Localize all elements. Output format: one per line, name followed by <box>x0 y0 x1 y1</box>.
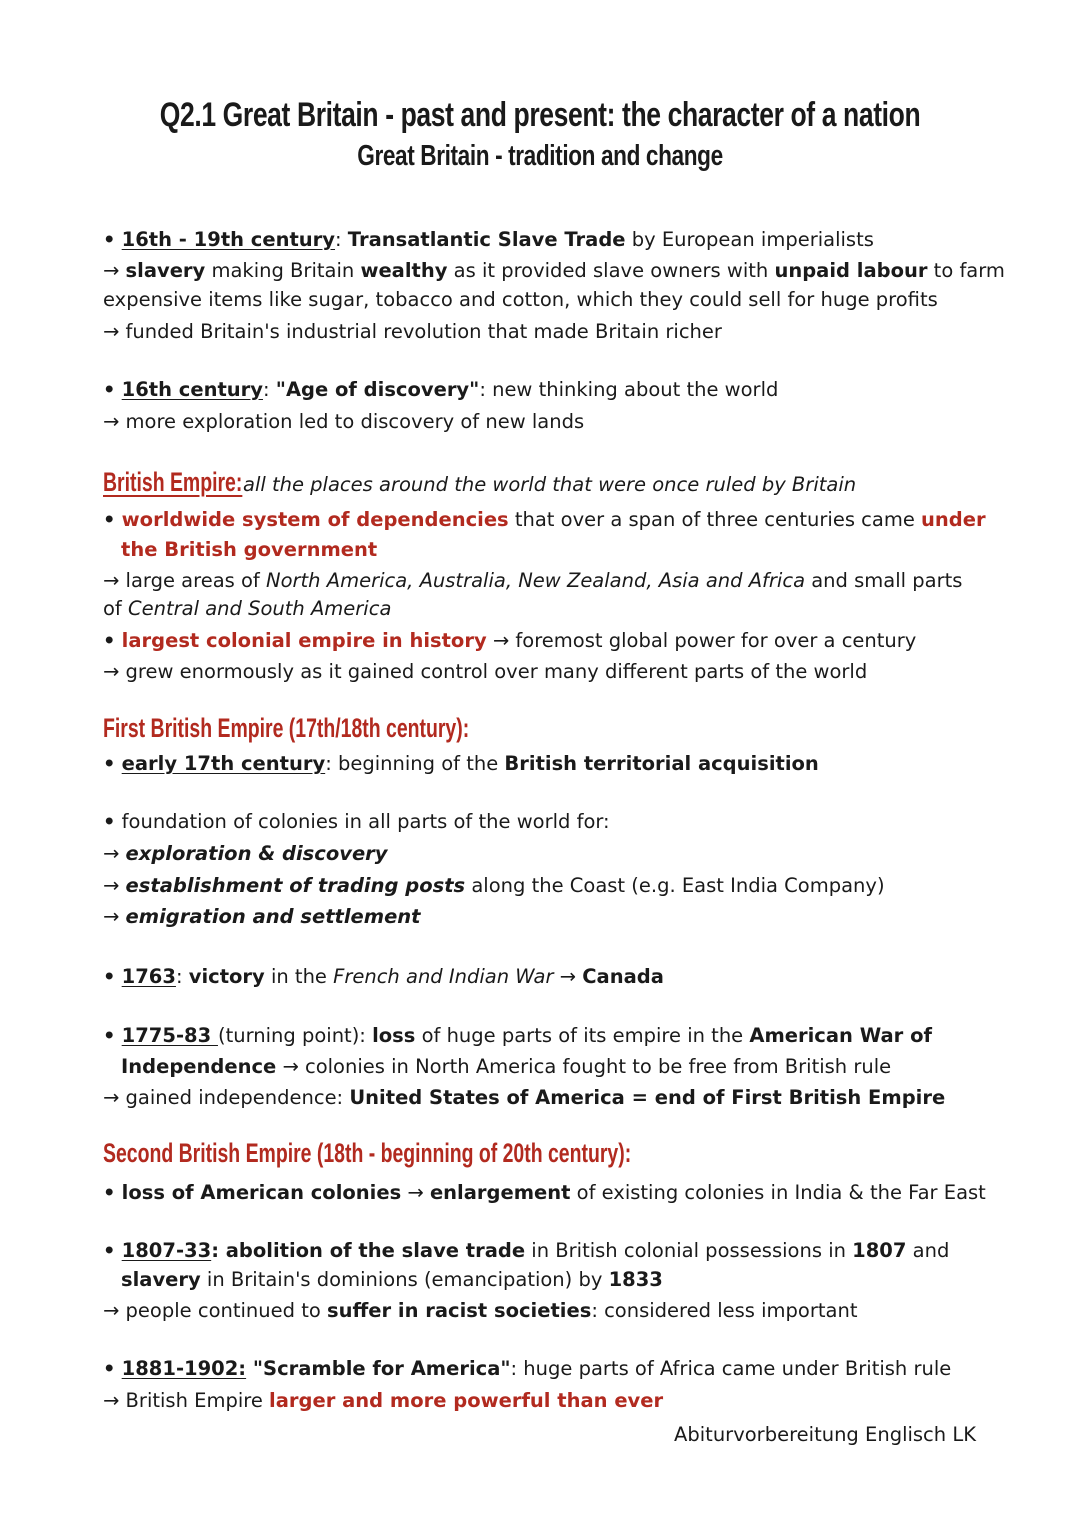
key-term: 1833 <box>608 1268 663 1291</box>
key-term: loss <box>372 1024 416 1047</box>
key-term: Canada <box>582 965 664 988</box>
bullet-mark: • <box>103 1357 116 1380</box>
text: (turning point): <box>217 1024 373 1047</box>
slave-trade-bullet <box>103 227 874 253</box>
text: British Empire <box>125 1389 270 1412</box>
key-term: "Age of discovery" <box>275 378 480 401</box>
empire-bullet-1-cont <box>121 537 377 563</box>
second-empire-bullet-1807-cont <box>121 1267 663 1293</box>
key-term: the British government <box>121 538 378 561</box>
date-label: 1807-33 <box>121 1239 212 1262</box>
text: as it provided slave owners with <box>447 259 775 282</box>
second-empire-bullet-1881 <box>103 1356 951 1382</box>
text: → <box>401 1181 430 1204</box>
text: funded Britain's industrial revolution that made Britain richer <box>125 320 722 343</box>
arrow-icon: → <box>103 1299 120 1322</box>
empire-regions <box>103 568 962 594</box>
bullet-mark: • <box>103 1024 116 1047</box>
date-label: 1763 <box>121 965 176 988</box>
text: of existing colonies in India & the Far East <box>570 1181 986 1204</box>
bullet-mark: • <box>103 810 116 833</box>
text: foundation of colonies in all parts of the world for: <box>121 810 610 833</box>
text: → colonies in North America fought to be free from British rule <box>276 1055 892 1078</box>
key-term: largest colonial empire in history <box>121 629 487 652</box>
key-term: American War of <box>749 1024 932 1047</box>
text: and <box>906 1239 950 1262</box>
text: and small parts <box>805 569 963 592</box>
key-term: Transatlantic Slave Trade <box>347 228 626 251</box>
arrow-icon: → <box>103 905 120 928</box>
key-term: unpaid labour <box>774 259 928 282</box>
first-empire-bullet-1775 <box>103 1023 932 1049</box>
arrow-icon: → <box>103 259 120 282</box>
regions: North America, Australia, New Zealand, Asia and Africa <box>266 569 806 592</box>
arrow-icon: → <box>103 569 120 592</box>
key-term: wealthy <box>360 259 448 282</box>
arrow-icon: → <box>103 1389 120 1412</box>
text: → <box>553 965 583 988</box>
date-label: 1775-83 <box>121 1024 218 1047</box>
text: : <box>335 228 348 251</box>
discovery-detail <box>103 409 584 435</box>
bullet-mark: • <box>103 629 116 652</box>
key-term: slavery <box>121 1268 201 1291</box>
arrow-icon: → <box>103 874 120 897</box>
slave-trade-result <box>103 319 722 345</box>
bullet-mark: • <box>103 508 116 531</box>
date-label: 16th century <box>121 378 263 401</box>
slave-trade-detail <box>103 258 1005 284</box>
arrow-icon: → <box>103 410 120 433</box>
reason-emigration <box>103 904 421 930</box>
independence-result <box>103 1085 945 1111</box>
empire-bullet-2 <box>103 628 916 654</box>
key-term: suffer in racist societies <box>326 1299 592 1322</box>
bullet-mark: • <box>103 378 116 401</box>
key-term: British territorial acquisition <box>504 752 819 775</box>
section-heading-second-empire: Second British Empire (18th - beginning of 20th century): <box>103 1138 632 1168</box>
arrow-icon: → <box>103 842 120 865</box>
key-term: establishment of trading posts <box>125 874 466 897</box>
second-empire-bullet-1807 <box>103 1238 949 1264</box>
text: of <box>103 597 128 620</box>
bullet-mark: • <box>103 965 116 988</box>
bullet-mark: • <box>103 752 116 775</box>
key-term: Independence <box>121 1055 277 1078</box>
first-empire-bullet-2 <box>103 809 610 835</box>
war-name: French and Indian War <box>333 965 554 988</box>
section-heading-first-empire: First British Empire (17th/18th century): <box>103 713 470 743</box>
key-term: slavery <box>125 259 206 282</box>
text: that over a span of three centuries came <box>508 508 922 531</box>
text: : beginning of the <box>325 752 505 775</box>
text: gained independence: <box>125 1086 350 1109</box>
text: in British colonial possessions in <box>525 1239 853 1262</box>
racism-result <box>103 1298 857 1324</box>
page-subtitle: Great Britain - tradition and change <box>357 140 723 172</box>
empire-definition: all the places around the world that were once ruled by Britain <box>243 473 857 496</box>
reason-exploration <box>103 841 388 867</box>
first-empire-bullet-1763 <box>103 964 664 990</box>
first-empire-bullet-1775-cont <box>121 1054 891 1080</box>
key-term: emigration and settlement <box>125 905 421 928</box>
text: : considered less important <box>591 1299 858 1322</box>
key-term: United States of America = end of First British Empire <box>349 1086 946 1109</box>
text: making Britain <box>205 259 361 282</box>
date-label: 16th - 19th century <box>121 228 336 251</box>
key-term: larger and more powerful than ever <box>269 1389 664 1412</box>
text: of huge parts of its empire in the <box>415 1024 750 1047</box>
key-term: under <box>921 508 986 531</box>
bullet-mark: • <box>103 228 116 251</box>
text: : huge parts of Africa came under British rule <box>510 1357 952 1380</box>
text: more exploration led to discovery of new lands <box>125 410 585 433</box>
date-label: early 17th century <box>121 752 326 775</box>
bullet-mark: • <box>103 1181 116 1204</box>
reason-trading <box>103 873 885 899</box>
key-term: : abolition of the slave trade <box>211 1239 526 1262</box>
regions: Central and South America <box>128 597 392 620</box>
empire-regions-cont <box>103 596 391 622</box>
key-term: victory <box>188 965 265 988</box>
arrow-icon: → <box>103 320 120 343</box>
empire-peak <box>103 1388 663 1414</box>
empire-bullet-1 <box>103 507 986 533</box>
first-empire-bullet-1 <box>103 751 819 777</box>
text: → foremost global power for over a century <box>486 629 917 652</box>
empire-growth <box>103 659 867 685</box>
key-term: enlargement <box>429 1181 571 1204</box>
text: along the Coast (e.g. East India Company) <box>465 874 885 897</box>
text: in Britain's dominions (emancipation) by <box>200 1268 609 1291</box>
bullet-mark: • <box>103 1239 116 1262</box>
arrow-icon: → <box>103 660 120 683</box>
section-heading-british-empire: British Empire: <box>103 467 243 497</box>
page-title: Q2.1 Great Britain - past and present: the character of a nation <box>159 96 921 134</box>
text: grew enormously as it gained control over many different parts of the world <box>125 660 868 683</box>
discovery-bullet <box>103 377 778 403</box>
text: : new thinking about the world <box>479 378 779 401</box>
key-term: 1807 <box>852 1239 907 1262</box>
key-term: "Scramble for America" <box>246 1357 511 1380</box>
text: to farm <box>927 259 1005 282</box>
footer-label: Abiturvorbereitung Englisch LK <box>674 1423 976 1446</box>
text: by European imperialists <box>625 228 874 251</box>
key-term: worldwide system of dependencies <box>121 508 509 531</box>
key-term: exploration & discovery <box>125 842 388 865</box>
text: large areas of <box>125 569 266 592</box>
text: in the <box>264 965 334 988</box>
second-empire-bullet-1 <box>103 1180 986 1206</box>
slave-trade-detail-cont: expensive items like sugar, tobacco and cotton, which they could sell for huge profits <box>103 288 938 311</box>
key-term: loss of American colonies <box>121 1181 402 1204</box>
date-label: 1881-1902: <box>121 1357 247 1380</box>
text: : <box>175 965 189 988</box>
text: people continued to <box>125 1299 327 1322</box>
arrow-icon: → <box>103 1086 120 1109</box>
text: : <box>263 378 276 401</box>
